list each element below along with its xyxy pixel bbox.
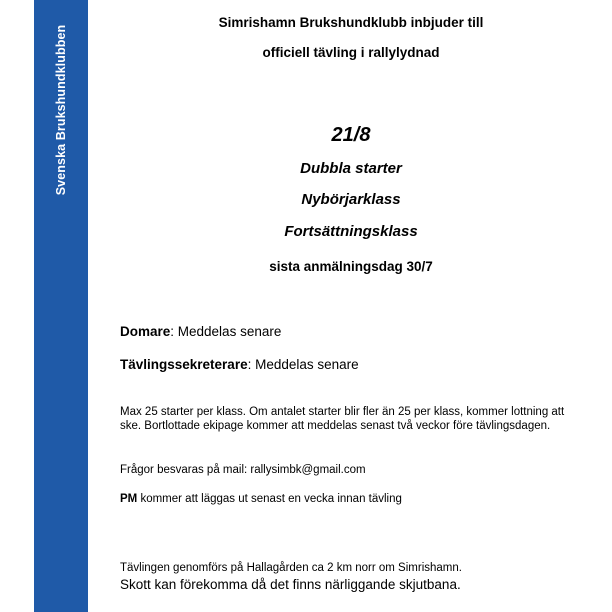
pm-line [120, 492, 580, 506]
header-line-2: officiell tävling i rallylydnad [262, 45, 440, 60]
footer-location: Tävlingen genomförs på Hallagården ca 2 km norr om Simrishamn. [120, 562, 462, 574]
pm-label: PM [120, 493, 138, 505]
judge-value: : Meddelas senare [170, 324, 282, 339]
event-deadline: sista anmälningsdag 30/7 [269, 259, 433, 274]
secretary-label: Tävlingssekreterare [120, 357, 248, 372]
sidebar [0, 0, 90, 612]
event-class-1: Nybörjarklass [301, 191, 401, 208]
sidebar-text: Svenska Brukshundklubben [54, 24, 68, 196]
secretary-value: : Meddelas senare [247, 357, 359, 372]
pm-text: kommer att läggas ut senast en vecka innan tävling [137, 493, 402, 505]
footer-warning: Skott kan förekomma då det finns närliggande skjutbana. [120, 577, 461, 592]
max-starts-paragraph: Max 25 starter per klass. Om antalet starter blir fler än 25 per klass, kommer lottning att ske. Bortlottade ekipage kommer att meddelas senast två veckor före tävlingsdagen. [120, 406, 565, 432]
event-date: 21/8 [331, 124, 371, 146]
header-line-1: Simrishamn Brukshundklubb inbjuder till [218, 15, 484, 30]
judge-line [120, 324, 580, 339]
secretary-line [120, 357, 580, 372]
judge-label: Domare [120, 324, 171, 339]
event-starts: Dubbla starter [300, 160, 402, 177]
event-class-2: Fortsättningsklass [284, 223, 418, 240]
questions-line: Frågor besvaras på mail: rallysimbk@gmail.com [120, 464, 366, 476]
